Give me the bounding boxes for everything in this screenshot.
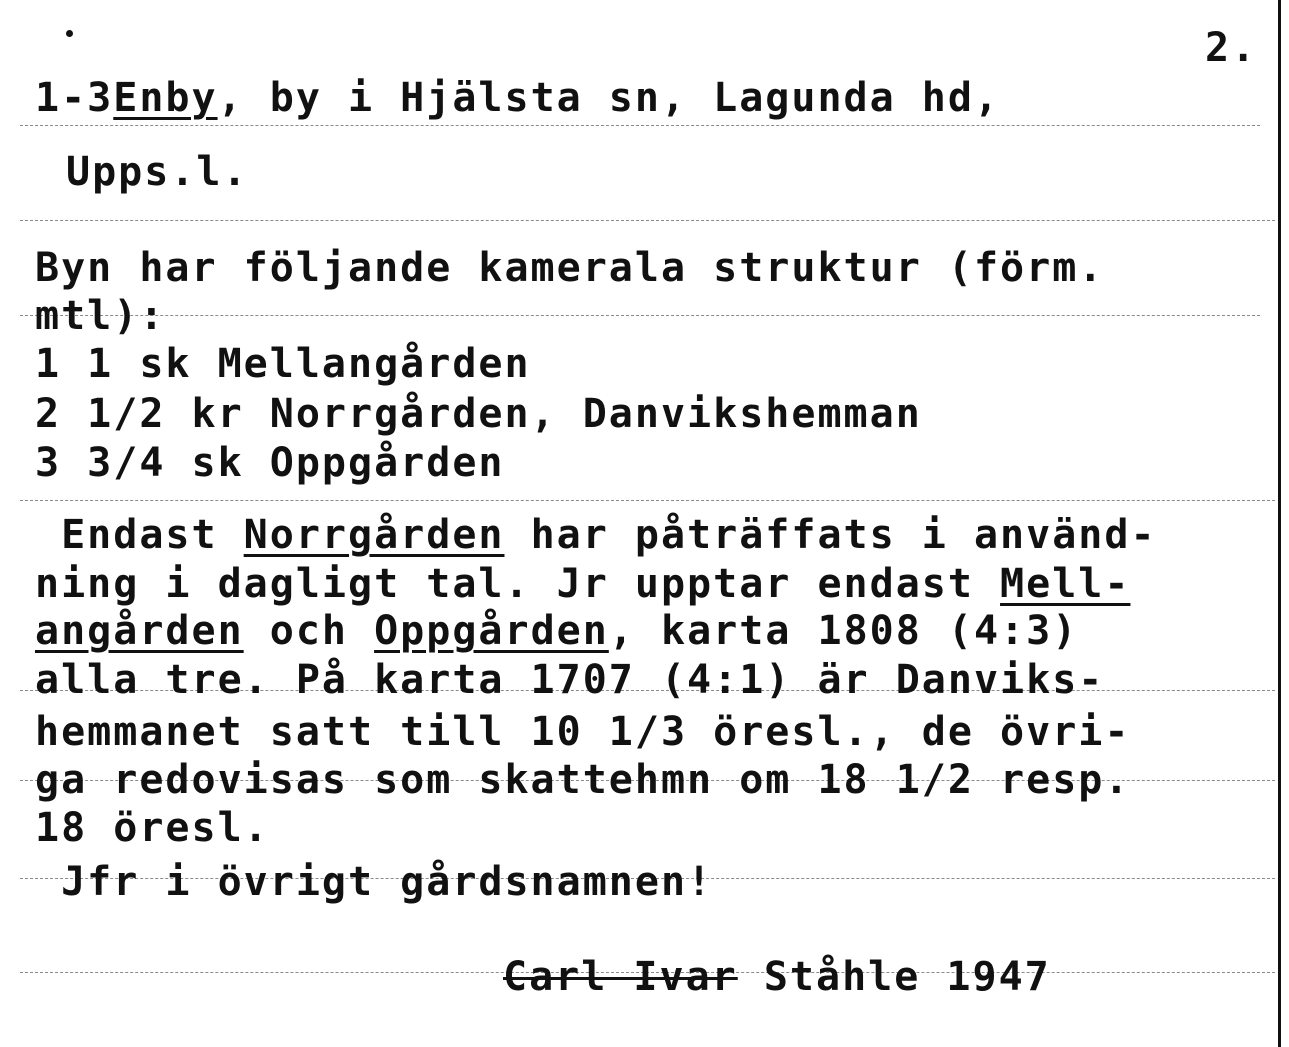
paragraph-text: , karta 1808 (4:3) [608,608,1079,654]
page-number: 2. [1205,25,1258,71]
ruled-line [20,220,1275,221]
paragraph-text: och [243,608,375,654]
paragraph-text: har påträffats i använd- [504,512,1157,558]
signature-struck: Carl Ivar [503,954,738,1000]
paragraph-line [35,608,1079,654]
intro-line: mtl): [35,293,166,339]
paragraph-text: . På karta 1707 (4:1) är Danviks- [243,657,1105,703]
card-edge [1278,0,1281,1047]
note-line: Jfr i övrigt gårdsnamnen! [35,859,714,905]
paragraph-line [35,512,1157,558]
ruled-line [20,315,1260,316]
heading-range: 1-3 [35,75,114,121]
card-heading [35,75,1001,121]
structure-item: 2 1/2 kr Norrgården, Danvikshemman [35,391,922,437]
structure-item: 3 3/4 sk Oppgården [35,440,505,486]
heading-rest: , by i Hjälsta sn, Lagunda hd, [217,75,1001,121]
paragraph-line: 18 öresl. [35,805,270,851]
underlined-name: angården [35,608,244,654]
paragraph-line [35,657,1105,703]
punch-dot [66,30,73,37]
heading-place: Enby [113,75,218,121]
paragraph-text: Endast [35,512,244,558]
underlined-name: Oppgården [374,608,609,654]
paragraph-text: ning i dagligt tal. Jr upptar endast [35,561,1001,607]
structure-item: 1 1 sk Mellangården [35,341,531,387]
ruled-line [20,125,1260,126]
paragraph-line: ga redovisas som skattehmn om 18 1/2 resp. [35,757,1131,803]
paragraph-line: hemmanet satt till 10 1/3 öresl., de övri- [35,709,1131,755]
underlined-name: Mell- [1000,561,1131,607]
underlined-name: Norrgården [243,512,505,558]
county-line: Upps.l. [66,149,249,195]
signature-rest: Ståhle 1947 [737,954,1051,1000]
paragraph-line [35,561,1131,607]
signature [503,954,1051,1000]
ruled-line [20,500,1275,501]
intro-line: Byn har följande kamerala struktur (förm. [35,245,1105,291]
paragraph-text: alla tre [35,657,244,703]
